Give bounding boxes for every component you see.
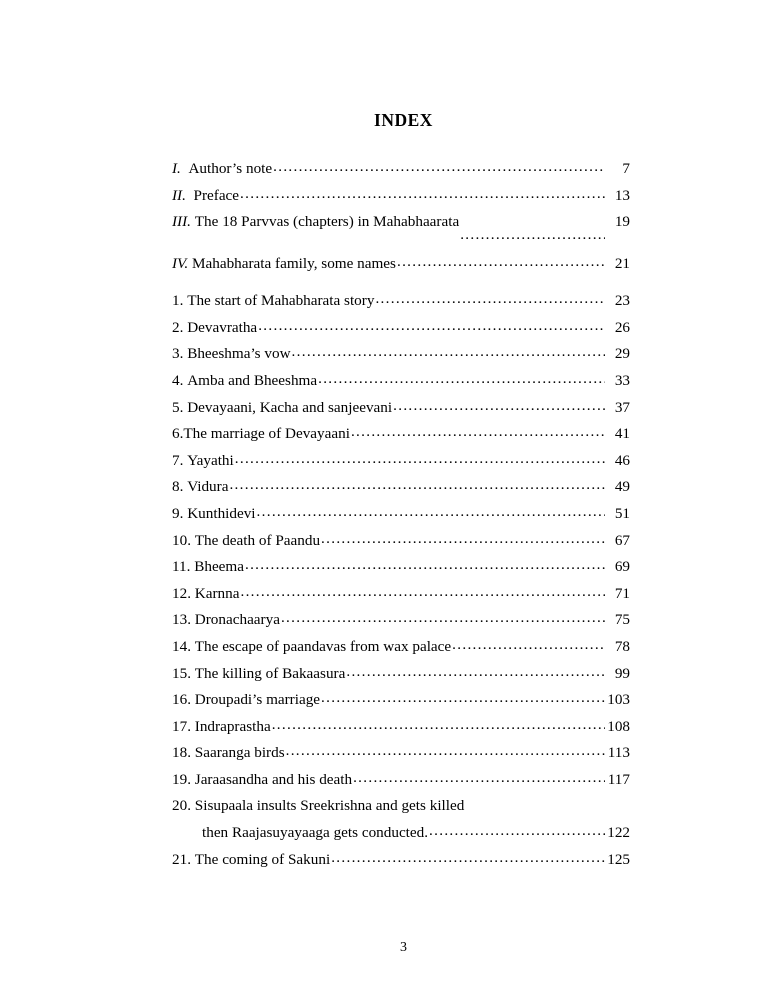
toc-entry-chapter-20[interactable] xyxy=(172,798,630,840)
toc-entry-page: 75 xyxy=(614,611,630,629)
toc-entry-title: Vidura xyxy=(187,478,229,496)
toc-entry-chapter-5[interactable] xyxy=(172,400,630,415)
toc-entry-chapter-12[interactable] xyxy=(172,586,630,601)
leader-dots xyxy=(281,610,605,625)
toc-entry-number: 14. xyxy=(172,637,191,655)
toc-entry-page: 21 xyxy=(614,254,630,272)
toc-entry-label xyxy=(172,400,392,415)
leader-dots xyxy=(375,291,605,306)
toc-entry-page: 46 xyxy=(614,451,630,469)
leader-dots xyxy=(331,850,605,865)
toc-entry-page: 99 xyxy=(614,664,630,682)
toc-entry-page: 78 xyxy=(614,637,630,655)
toc-entry-title: The death of Paandu xyxy=(194,531,321,549)
toc-entry-front-4[interactable] xyxy=(172,256,630,271)
toc-entry-number: 20. xyxy=(172,797,191,815)
toc-entry-page: 125 xyxy=(607,850,630,868)
toc-entry-number: 1. xyxy=(172,292,184,310)
toc-entry-title: Droupadi’s marriage xyxy=(194,691,321,709)
toc-entry-label xyxy=(172,639,451,654)
toc-entry-title: Indraprastha xyxy=(194,717,271,735)
toc-entry-label xyxy=(172,692,320,707)
toc-entry-label xyxy=(172,293,374,308)
leader-dots xyxy=(460,212,605,242)
toc-entry-number: 12. xyxy=(172,584,191,602)
toc-entry-chapter-14[interactable] xyxy=(172,639,630,654)
leader-dots xyxy=(452,637,605,652)
toc-entry-page: 117 xyxy=(607,770,630,788)
toc-entry-number: 21. xyxy=(172,850,191,868)
leader-dots xyxy=(240,584,605,599)
toc-entry-number: 6. xyxy=(172,425,184,443)
toc-entry-title-continued: then Raajasuyayaaga gets conducted. xyxy=(202,824,429,842)
toc-entry-chapter-1[interactable] xyxy=(172,293,630,308)
leader-dots xyxy=(258,318,605,333)
page-title: INDEX xyxy=(374,110,433,130)
toc-entry-front-2[interactable] xyxy=(172,188,630,203)
toc-entry-chapter-21[interactable] xyxy=(172,852,630,867)
toc-entry-label xyxy=(172,586,239,601)
toc-entry-chapter-2[interactable] xyxy=(172,320,630,335)
toc-entry-label xyxy=(172,479,228,494)
toc-entry-chapter-6[interactable] xyxy=(172,426,630,441)
leader-dots xyxy=(229,477,605,492)
leader-dots xyxy=(273,159,605,174)
toc-entry-title: Saaranga birds xyxy=(194,744,285,762)
toc-entry-chapter-16[interactable] xyxy=(172,692,630,707)
leader-dots xyxy=(321,690,605,705)
toc-entry-chapter-9[interactable] xyxy=(172,506,630,521)
toc-entry-label xyxy=(172,161,272,176)
toc-entry-number: 7. xyxy=(172,451,184,469)
toc-entry-label xyxy=(172,426,350,441)
leader-dots xyxy=(240,186,605,201)
toc-entry-page: 41 xyxy=(614,425,630,443)
toc-entry-page: 122 xyxy=(607,824,630,842)
toc-entry-label xyxy=(172,320,257,335)
toc-entry-title: Preface xyxy=(193,186,240,204)
toc-entry-title: Amba and Bheeshma xyxy=(187,371,318,389)
leader-dots xyxy=(245,557,605,572)
toc-entry-title: Yayathi xyxy=(187,451,234,469)
toc-entry-label xyxy=(172,852,330,867)
toc-entry-page: 69 xyxy=(614,558,630,576)
toc-entry-page: 67 xyxy=(614,531,630,549)
toc-entry-label xyxy=(172,798,464,813)
toc-entry-number: III. xyxy=(172,213,191,231)
toc-entry-number: 8. xyxy=(172,478,184,496)
leader-dots xyxy=(257,504,605,519)
toc-entry-label xyxy=(172,772,352,787)
toc-entry-page: 33 xyxy=(614,371,630,389)
toc-entry-chapter-18[interactable] xyxy=(172,745,630,760)
toc-entry-number: 11. xyxy=(172,558,191,576)
leader-dots xyxy=(286,743,605,758)
toc-entry-title: Bheema xyxy=(194,558,244,576)
toc-entry-title: The 18 Parvvas (chapters) in Mahabhaarata xyxy=(194,213,460,231)
toc-entry-label xyxy=(172,256,396,271)
toc-entry-line-1 xyxy=(172,798,630,813)
toc-entry-page: 71 xyxy=(614,584,630,602)
toc-entry-label xyxy=(172,346,291,361)
toc-entry-title: Karnna xyxy=(194,584,240,602)
toc-entry-chapter-17[interactable] xyxy=(172,719,630,734)
toc-entry-title: Dronachaarya xyxy=(194,611,280,629)
leader-dots xyxy=(351,424,605,439)
toc-entry-page: 103 xyxy=(607,691,630,709)
toc-entry-number: 13. xyxy=(172,611,191,629)
toc-entry-page: 113 xyxy=(607,744,630,762)
toc-entry-page: 49 xyxy=(614,478,630,496)
toc-entry-page: 13 xyxy=(614,186,630,204)
toc-entry-number: 10. xyxy=(172,531,191,549)
toc-entry-title: Devavratha xyxy=(187,318,258,336)
toc-entry-number: IV. xyxy=(172,254,189,272)
toc-entry-page: 23 xyxy=(614,292,630,310)
toc-entry-number: II. xyxy=(172,186,186,204)
leader-dots xyxy=(272,717,605,732)
toc-entry-chapter-10[interactable] xyxy=(172,533,630,548)
toc-entry-label xyxy=(172,506,256,521)
toc-entry-number: 3. xyxy=(172,345,184,363)
toc-entry-title: Author’s note xyxy=(188,160,273,177)
leader-dots xyxy=(346,664,605,679)
toc-entry-chapter-3[interactable] xyxy=(172,346,630,361)
toc-entry-chapter-7[interactable] xyxy=(172,453,630,468)
toc-entry-page: 108 xyxy=(607,717,630,735)
toc-entry-chapter-15[interactable] xyxy=(172,666,630,681)
toc-entry-number: 4. xyxy=(172,371,184,389)
toc-entry-page: 29 xyxy=(614,345,630,363)
toc-entry-label xyxy=(172,373,317,388)
toc-entry-title: Jaraasandha and his death xyxy=(194,770,353,788)
toc-entry-page: 37 xyxy=(614,398,630,416)
toc-entry-title: The start of Mahabharata story xyxy=(187,292,375,310)
toc-entry-title: The killing of Bakaasura xyxy=(194,664,346,682)
toc-entry-page: 7 xyxy=(622,160,630,177)
toc-entry-number: 15. xyxy=(172,664,191,682)
leader-dots xyxy=(292,344,605,359)
toc-entry-front-3[interactable] xyxy=(172,214,630,244)
toc-entry-chapter-13[interactable] xyxy=(172,612,630,627)
toc-entry-title: Bheeshma’s vow xyxy=(187,345,291,363)
toc-entry-label xyxy=(172,214,459,229)
toc-entry-title: Sisupaala insults Sreekrishna and gets killed xyxy=(194,797,465,815)
toc-entry-label xyxy=(172,745,285,760)
toc-entry-title: The coming of Sakuni xyxy=(194,850,331,868)
toc-entry-number: 5. xyxy=(172,398,184,416)
leader-dots xyxy=(235,451,605,466)
toc-entry-label xyxy=(172,719,271,734)
toc-entry-number: 9. xyxy=(172,504,184,522)
leader-dots xyxy=(318,371,605,386)
toc-entry-line-2 xyxy=(172,825,630,840)
toc-entry-number: 16. xyxy=(172,691,191,709)
table-of-contents xyxy=(172,161,630,867)
toc-entry-label xyxy=(172,612,280,627)
toc-entry-label xyxy=(172,666,345,681)
toc-entry-label xyxy=(172,188,239,203)
toc-entry-title: The escape of paandavas from wax palace xyxy=(194,637,452,655)
toc-entry-label xyxy=(172,533,320,548)
toc-entry-page: 26 xyxy=(614,318,630,336)
page-folio-number: 3 xyxy=(400,940,407,955)
toc-entry-title: Devayaani, Kacha and sanjeevani xyxy=(187,398,393,416)
toc-entry-chapter-19[interactable] xyxy=(172,772,630,787)
toc-entry-number: I. xyxy=(172,160,181,177)
toc-entry-page: 51 xyxy=(614,504,630,522)
toc-entry-chapter-4[interactable] xyxy=(172,373,630,388)
toc-entry-number: 17. xyxy=(172,717,191,735)
toc-entry-label xyxy=(172,453,234,468)
toc-entry-chapter-11[interactable] xyxy=(172,559,630,574)
leader-dots xyxy=(397,254,605,269)
leader-dots xyxy=(429,823,605,838)
leader-dots xyxy=(393,398,605,413)
toc-entry-title: Kunthidevi xyxy=(187,504,256,522)
toc-entry-title: The marriage of Devayaani xyxy=(183,425,350,443)
toc-entry-number: 2. xyxy=(172,318,184,336)
leader-dots xyxy=(321,531,605,546)
toc-entry-page: 19 xyxy=(614,213,630,231)
toc-entry-front-1[interactable] xyxy=(172,161,630,176)
toc-entry-number: 18. xyxy=(172,744,191,762)
toc-entry-label xyxy=(172,559,244,574)
leader-dots xyxy=(353,770,605,785)
toc-entry-number: 19. xyxy=(172,770,191,788)
toc-entry-chapter-8[interactable] xyxy=(172,479,630,494)
toc-entry-title: Mahabharata family, some names xyxy=(191,254,396,272)
